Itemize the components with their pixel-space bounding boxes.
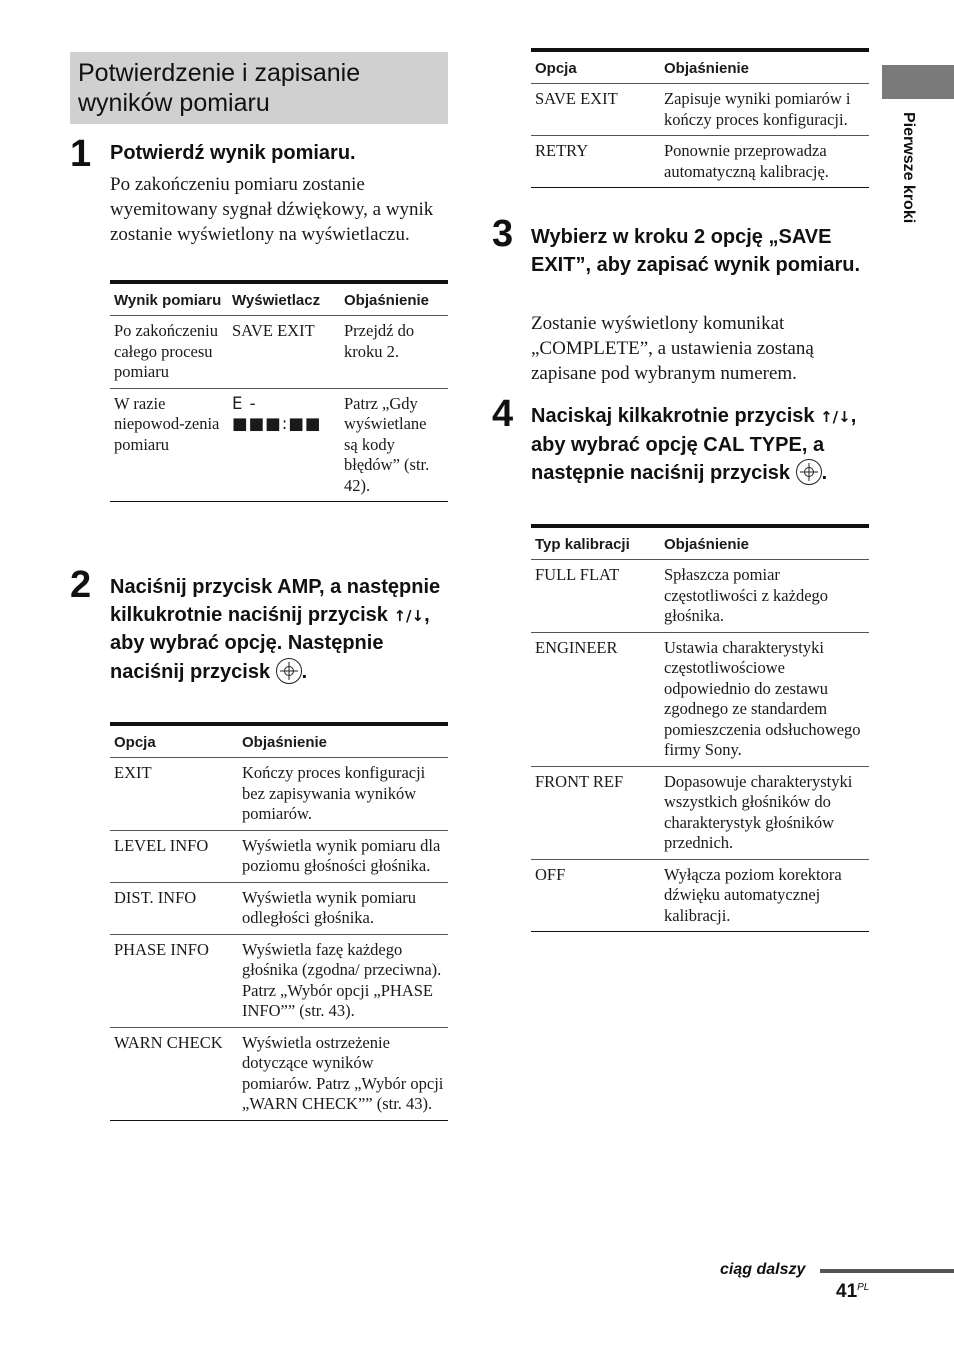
step-2-heading-text: Naciśnij przycisk AMP, a następnie kilkukrotnie naciśnij przycisk [110,576,441,626]
table-cell: LEVEL INFO [110,830,238,882]
table-header: Objaśnienie [660,50,869,84]
table-cell: Wyświetla wynik pomiaru odległości głośnika. [238,882,448,934]
step-2-heading-text: , aby wybrać opcję. Następnie naciśnij przycisk [110,603,430,683]
table-cell: SAVE EXIT [228,316,340,389]
table-header: Opcja [531,50,660,84]
table-cell: Wyłącza poziom korektora dźwięku automatycznej kalibracji. [664,864,842,925]
table-cell: Patrz „Gdy wyświetlane są kody błędów” (str. 42). [344,393,430,495]
table-row [110,758,448,831]
step-4-heading-text: , aby wybrać opcję CAL TYPE, a następnie naciśnij przycisk [531,405,857,484]
page-language-suffix: PL [857,1282,870,1293]
step-4-number: 4 [492,393,514,435]
table-row [110,934,448,1027]
table-row [531,632,869,766]
page-number [836,1281,869,1303]
table-cell: Po zakończeniu całego procesu pomiaru [110,316,228,389]
table-header: Typ kalibracji [531,526,660,560]
table-row [531,560,869,633]
table-cell: W razie niepowod-zenia pomiaru [114,393,220,454]
table-cell: Wyświetla ostrzeżenie dotyczące wyników pomiarów. Patrz „Wybór opcji „WARN CHECK”” (str. 43). [242,1032,444,1113]
table-cell: Ponownie przeprowadza automatyczną kalibrację. [664,141,829,181]
table-cell: DIST. INFO [110,882,238,934]
table-cell: OFF [535,864,566,884]
table-cell: EXIT [110,758,238,831]
table-header: Opcja [110,724,238,758]
table-cell: RETRY [535,141,589,160]
table-row [110,316,448,389]
step-3-heading: Wybierz w kroku 2 opcję „SAVE EXIT”, aby zapisać wynik pomiaru. [531,226,860,276]
table-cell: PHASE INFO [110,934,238,1027]
table-cell: Zapisuje wyniki pomiarów i kończy proces konfiguracji. [660,84,869,136]
step-4-heading [531,403,871,488]
section-title: Potwierdzenie i zapisanie wyników pomiaru [70,52,448,124]
up-down-arrows-icon: ↑/↓ [393,606,425,625]
table-cell: Ustawia charakterystyki częstotliwościowe odpowiednio do zestawu zgodnego ze standardem pomieszczenia odsłuchowego firmy Sony. [660,632,869,766]
table-cell: Spłaszcza pomiar częstotliwości z każdego głośnika. [660,560,869,633]
table-cell: Dopasowuje charakterystyki wszystkich głośników do charakterystyk głośników przednich. [660,766,869,859]
table-header: Objaśnienie [238,724,448,758]
table-cell: FULL FLAT [531,560,660,633]
calibration-type-table [531,524,869,932]
table-row [531,766,869,859]
table-cell: Kończy proces konfiguracji bez zapisywania wyników pomiarów. [238,758,448,831]
page-number-value: 41 [836,1281,858,1302]
table-row [531,84,869,136]
step-4-heading-text: . [821,462,828,484]
table-cell: FRONT REF [531,766,660,859]
table-cell: Wyświetla wynik pomiaru dla poziomu głośności głośnika. [238,830,448,882]
table-cell: Wyświetla fazę każdego głośnika (zgodna/ przeciwna). Patrz „Wybór opcji „PHASE INFO”” (str. 43). [238,934,448,1027]
table-row [110,1027,448,1120]
table-row [110,882,448,934]
table-header: Wyświetlacz [228,282,340,316]
chapter-tab-marker [882,65,954,99]
continued-label: ciąg dalszy [720,1261,806,1278]
step-2-number: 2 [70,564,92,606]
enter-button-icon [796,459,822,485]
continued-rule [820,1269,954,1273]
enter-button-icon [276,658,302,684]
table-row [531,859,869,932]
step-2-heading-text: . [301,660,308,683]
table-row [110,388,448,502]
table-cell: SAVE EXIT [531,84,660,136]
table-cell: WARN CHECK [114,1032,223,1052]
step-3-number: 3 [492,213,514,255]
table-header: Objaśnienie [660,526,869,560]
table-row [110,830,448,882]
table-cell: ENGINEER [531,632,660,766]
step-4-heading-text: Naciskaj kilkakrotnie przycisk [531,405,821,427]
table-cell: Przejdź do kroku 2. [340,316,448,389]
step-1-body: Po zakończeniu pomiaru zostanie wyemitowany sygnał dźwiękowy, a wynik zostanie wyświetlony na wyświetlaczu. [110,174,434,245]
table-header: Objaśnienie [340,282,448,316]
option-table-right [531,48,869,188]
step-3-body: Zostanie wyświetlony komunikat „COMPLETE”, a ustawienia zostaną zapisane pod wybranym numerem. [531,313,814,384]
table-header: Wynik pomiaru [110,282,228,316]
chapter-side-label: Pierwsze kroki [900,112,917,224]
measurement-result-table [110,280,448,502]
table-cell-error-code: E - ■■■:■■ [232,393,322,433]
step-1-heading: Potwierdź wynik pomiaru. [110,142,356,164]
step-1-number: 1 [70,133,92,175]
up-down-arrows-icon: ↑/↓ [820,408,851,426]
table-row [531,136,869,188]
step-2-heading [110,574,450,686]
option-table-left [110,722,448,1121]
